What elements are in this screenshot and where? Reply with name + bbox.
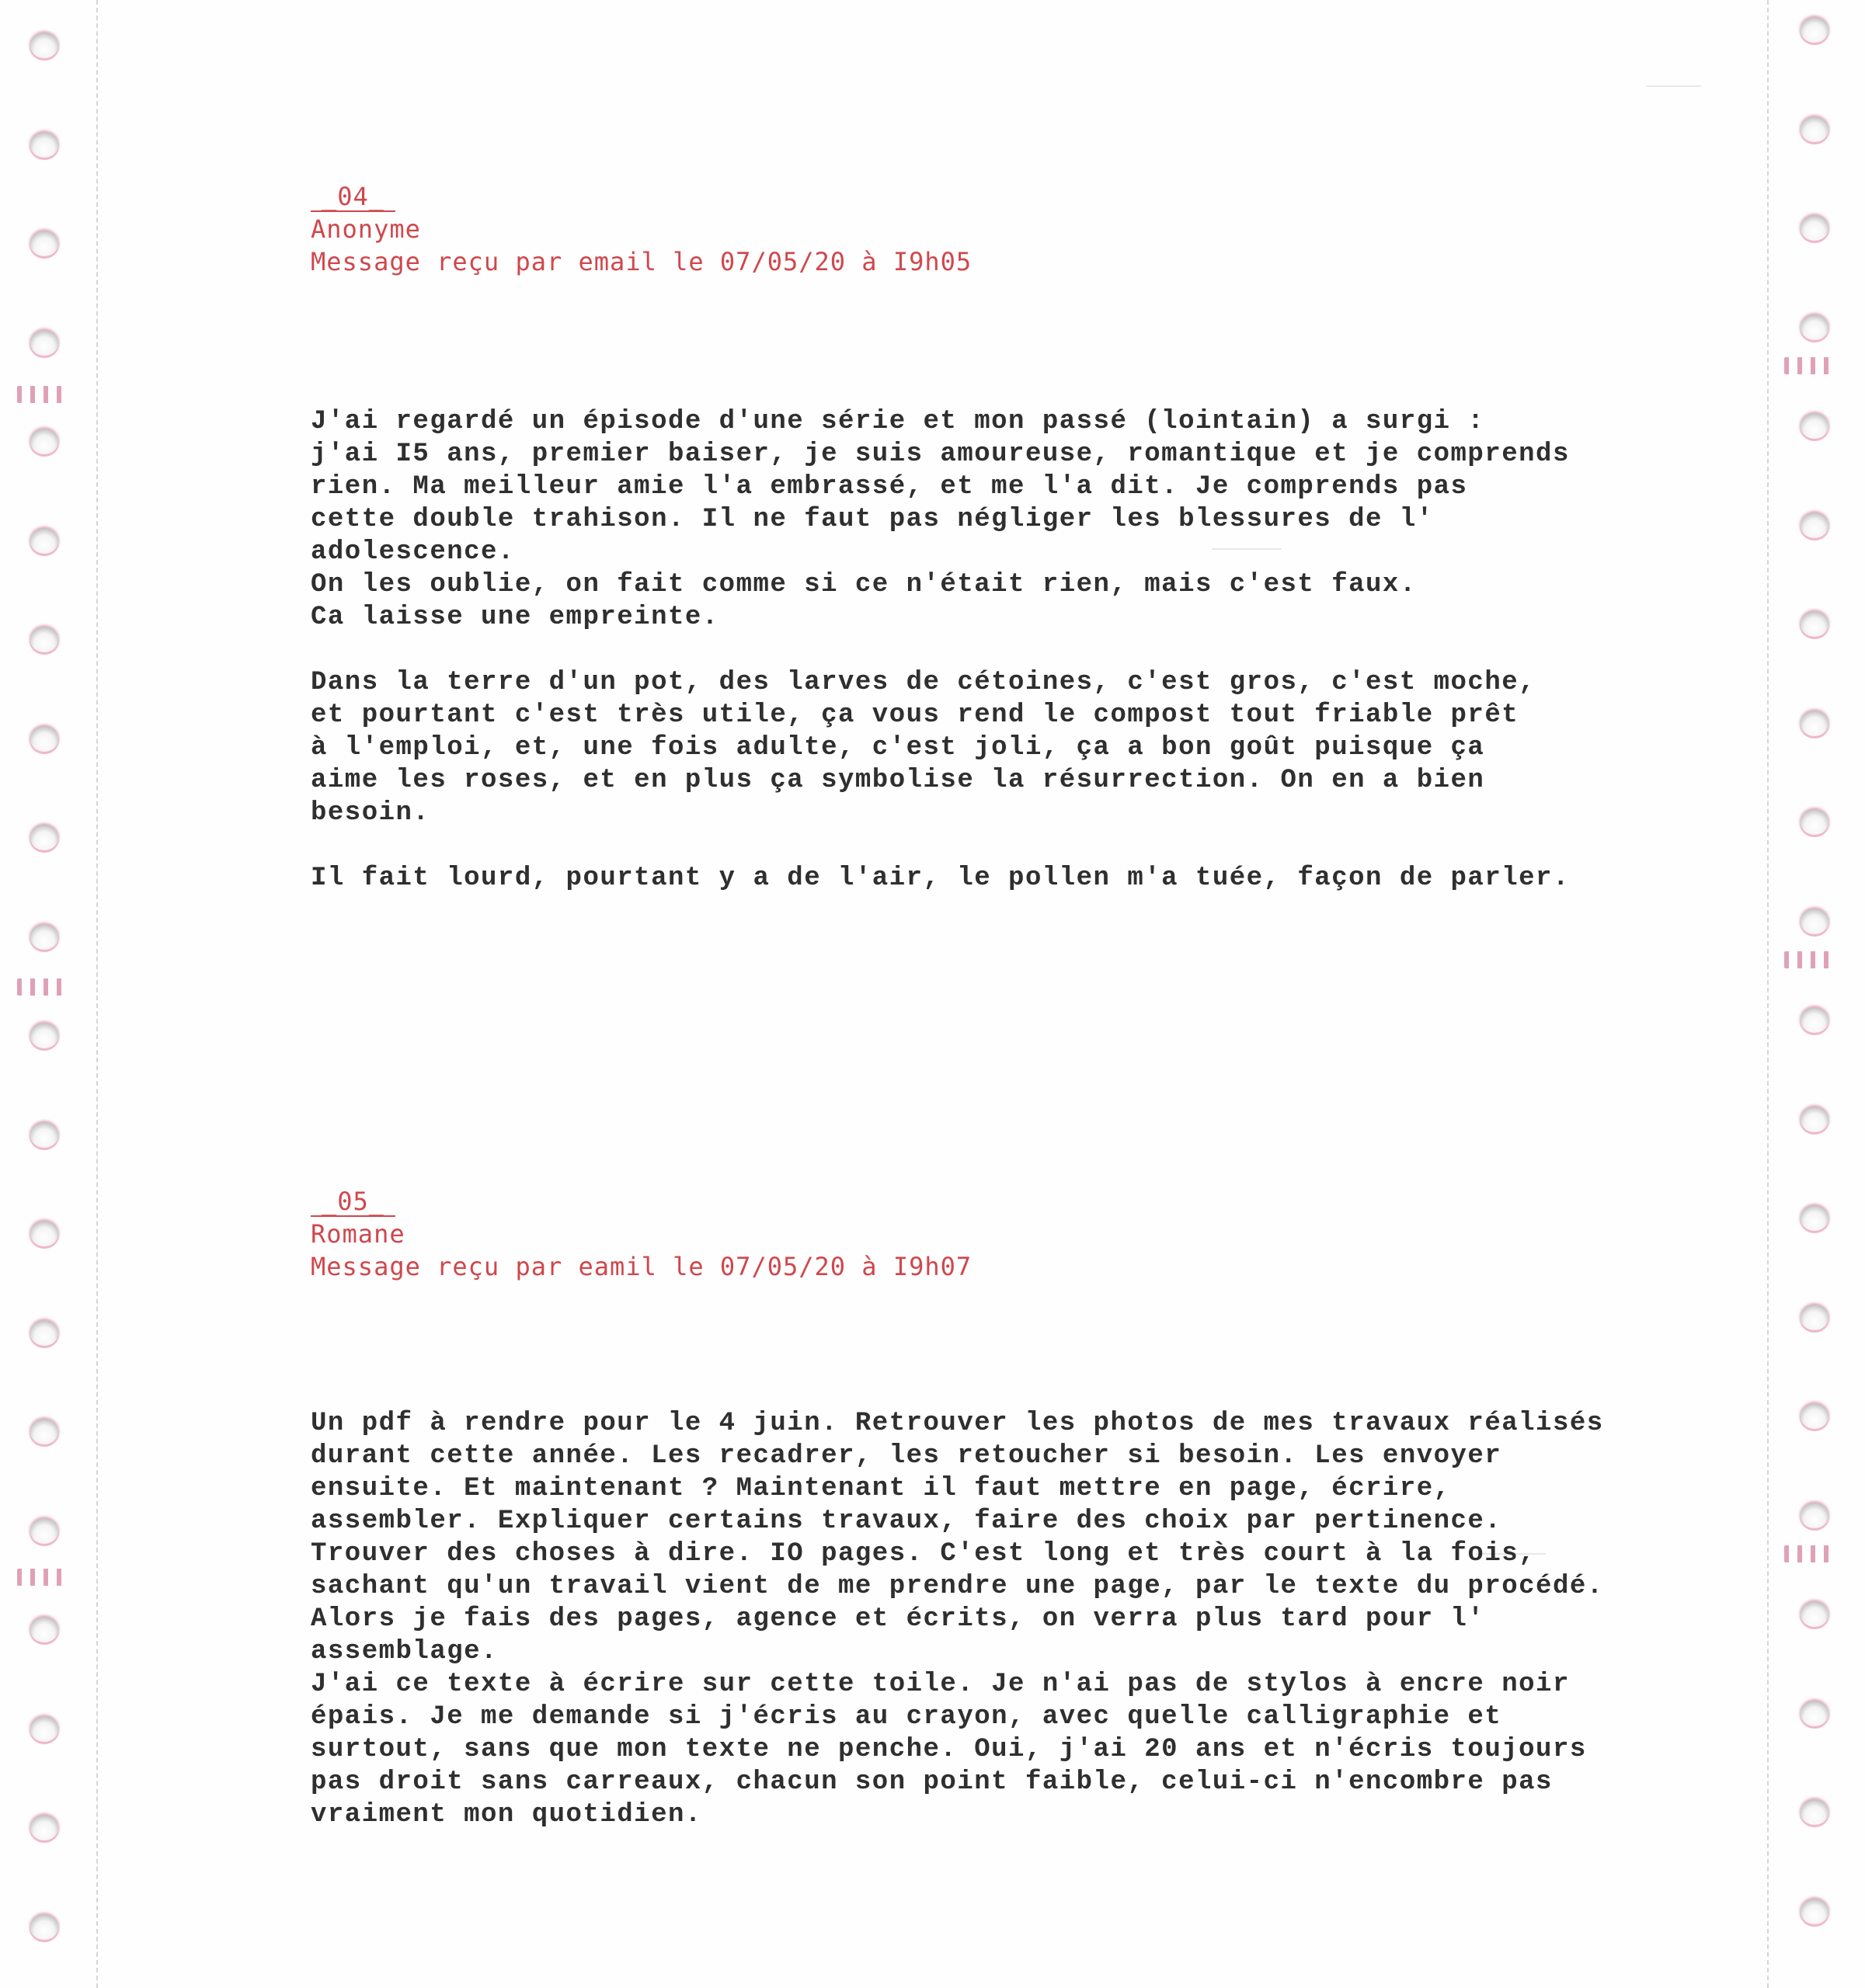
text-line: vraiment mon quotidien. — [311, 1800, 702, 1830]
perforation-hole — [1800, 1403, 1829, 1431]
text-line: durant cette année. Les recadrer, les retoucher si besoin. Les envoyer — [311, 1441, 1502, 1471]
perforation-hole — [1800, 711, 1829, 739]
perforation-hole — [1800, 116, 1829, 144]
text-line: assembler. Expliquer certains travaux, faire des choix par pertinence. — [311, 1507, 1502, 1536]
perforation-hole — [30, 528, 59, 556]
text-line: Il fait lourd, pourtant y a de l'air, le pollen m'a tuée, façon de parler. — [311, 864, 1570, 893]
entry-body — [311, 405, 1585, 895]
left-perforation-strip — [0, 0, 99, 1988]
text-line: cette double trahison. Il ne faut pas négliger les blessures de l' — [311, 505, 1434, 534]
perforation-hole — [30, 1419, 59, 1447]
perforation-hole — [30, 825, 59, 853]
perforation-hole — [30, 627, 59, 655]
entry-meta: Message reçu par email le 07/05/20 à I9h05 — [311, 247, 973, 276]
text-line: Un pdf à rendre pour le 4 juin. Retrouver les photos de mes travaux réalisés — [311, 1409, 1604, 1438]
text-line: j'ai I5 ans, premier baiser, je suis amoureuse, romantique et je comprends — [311, 440, 1570, 469]
perforation-hole — [30, 924, 59, 952]
perforation-hole — [30, 1716, 59, 1744]
perforation-hole — [30, 33, 59, 61]
text-line: aime les roses, et en plus ça symbolise la résurrection. On en a bien — [311, 766, 1485, 795]
perforation-hole — [1800, 1799, 1829, 1827]
perforation-hole — [1800, 1007, 1829, 1035]
perforation-hole — [30, 1518, 59, 1546]
text-line: Dans la terre d'un pot, des larves de cétoines, c'est gros, c'est moche, — [311, 668, 1536, 697]
perforation-hole — [30, 1320, 59, 1348]
perforation-hole — [30, 1914, 59, 1942]
text-line: épais. Je me demande si j'écris au crayon, avec quelle calligraphie et — [311, 1702, 1502, 1732]
text-line: adolescence. — [311, 537, 515, 567]
perforation-hole — [1800, 513, 1829, 540]
perforation-hole — [30, 726, 59, 754]
text-line: Alors je fais des pages, agence et écrits, on verra plus tard pour l' — [311, 1604, 1485, 1634]
entry-number: _05_ — [311, 1185, 1585, 1218]
perforation-hole — [1800, 17, 1829, 45]
perforation-tick-mark — [1784, 951, 1834, 968]
perforation-hole — [30, 132, 59, 160]
text-line: surtout, sans que mon texte ne penche. Oui, j'ai 20 ans et n'écris toujours — [311, 1735, 1587, 1764]
perforation-tick-mark — [1784, 1545, 1834, 1562]
message-entry-04 — [311, 180, 1585, 927]
text-line: J'ai regardé un épisode d'une série et mon passé (lointain) a surgi : — [311, 407, 1485, 436]
text-line: J'ai ce texte à écrire sur cette toile. Je n'ai pas de stylos à encre noir — [311, 1670, 1570, 1699]
message-entry-05 — [311, 1185, 1604, 1864]
perforation-hole — [30, 429, 59, 457]
text-line: ensuite. Et maintenant ? Maintenant il faut mettre en page, écrire, — [311, 1474, 1451, 1503]
perforation-hole — [1800, 1601, 1829, 1629]
perforation-hole — [30, 1815, 59, 1843]
paragraph — [311, 1407, 1604, 1831]
perforation-hole — [1800, 1205, 1829, 1233]
text-line: pas droit sans carreaux, chacun son point faible, celui-ci n'encombre pas — [311, 1767, 1553, 1797]
perforation-hole — [1800, 413, 1829, 441]
perforation-hole — [1800, 809, 1829, 837]
perforation-tick-mark — [17, 386, 67, 403]
text-line: assemblage. — [311, 1637, 498, 1667]
paper-scuff — [1647, 85, 1701, 87]
perforation-hole — [30, 330, 59, 358]
perforation-hole — [1800, 1305, 1829, 1333]
perforation-hole — [1800, 1107, 1829, 1135]
paragraph — [311, 405, 1585, 634]
perforation-hole — [1800, 1899, 1829, 1927]
text-line: besoin. — [311, 798, 430, 828]
text-line: et pourtant c'est très utile, ça vous rend le compost tout friable prêt — [311, 700, 1519, 730]
text-line: Trouver des choses à dire. IO pages. C'est long et très court à la fois, — [311, 1539, 1536, 1569]
entry-meta: Message reçu par eamil le 07/05/20 à I9h07 — [311, 1252, 973, 1281]
perforation-hole — [30, 1221, 59, 1249]
perforation-hole — [1800, 315, 1829, 342]
perforation-hole — [1800, 1503, 1829, 1531]
perforation-hole — [1800, 215, 1829, 243]
text-line: On les oublie, on fait comme si ce n'était rien, mais c'est faux. — [311, 570, 1417, 600]
entry-author: Romane — [311, 1219, 405, 1249]
perforation-hole — [30, 1617, 59, 1645]
perforation-tick-mark — [17, 1569, 67, 1586]
entry-body — [311, 1407, 1604, 1831]
perforation-hole — [1800, 1701, 1829, 1729]
perforation-tick-mark — [17, 978, 67, 996]
perforation-tick-mark — [1784, 357, 1834, 374]
text-line: sachant qu'un travail vient de me prendre une page, par le texte du procédé. — [311, 1572, 1604, 1601]
perforation-hole — [1800, 909, 1829, 937]
left-tear-line — [96, 0, 98, 1988]
text-line: Ca laisse une empreinte. — [311, 603, 719, 632]
perforation-hole — [1800, 611, 1829, 639]
right-perforation-strip — [1766, 0, 1865, 1988]
entry-author: Anonyme — [311, 214, 421, 244]
perforation-hole — [30, 1122, 59, 1150]
paragraph — [311, 862, 1585, 895]
right-tear-line — [1767, 0, 1769, 1988]
entry-number: _04_ — [311, 180, 1585, 213]
perforation-hole — [30, 231, 59, 259]
paragraph — [311, 666, 1585, 829]
perforation-hole — [30, 1023, 59, 1051]
text-line: rien. Ma meilleur amie l'a embrassé, et me l'a dit. Je comprends pas — [311, 472, 1468, 502]
text-line: à l'emploi, et, une fois adulte, c'est joli, ça a bon goût puisque ça — [311, 733, 1485, 763]
